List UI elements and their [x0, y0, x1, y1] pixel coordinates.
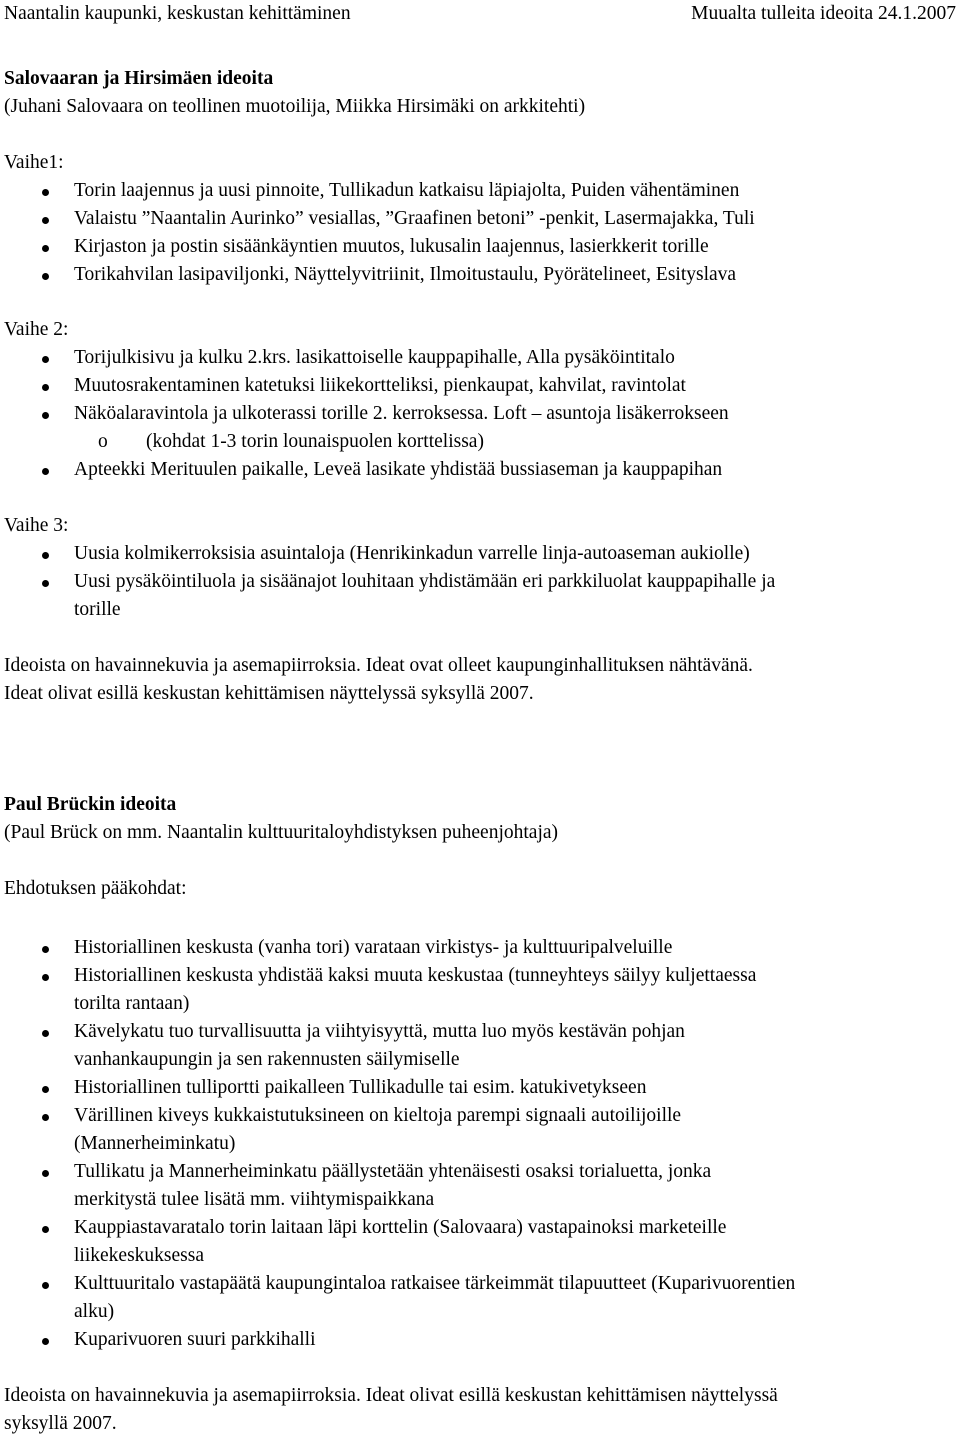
list-item-continuation: torille	[74, 599, 121, 620]
bullet-icon	[42, 1338, 49, 1345]
bullet-icon	[42, 1086, 49, 1093]
bullet-icon	[42, 1114, 49, 1121]
list-item: Tullikatu ja Mannerheiminkatu päällystetään yhtenäisesti osaksi torialuetta, jonka	[74, 1161, 712, 1182]
section2-note-line2: syksyllä 2007.	[4, 1413, 117, 1434]
section2-title: Paul Brückin ideoita	[4, 794, 177, 815]
section1-note-line2: Ideat olivat esillä keskustan kehittämisen näyttelyssä syksyllä 2007.	[4, 683, 534, 704]
section1-title: Salovaaran ja Hirsimäen ideoita	[4, 68, 274, 89]
section2-lead: Ehdotuksen pääkohdat:	[4, 878, 187, 899]
bullet-icon	[42, 273, 49, 280]
sub-bullet-icon: o	[98, 431, 108, 452]
bullet-icon	[42, 974, 49, 981]
phase2-label: Vaihe 2:	[4, 319, 69, 340]
list-item-continuation: vanhankaupungin ja sen rakennusten säilymiselle	[74, 1049, 460, 1070]
bullet-icon	[42, 384, 49, 391]
list-item: Valaistu ”Naantalin Aurinko” vesiallas, ”Graafinen betoni” -penkit, Lasermajakka, Tuli	[74, 208, 755, 229]
list-item: Kävelykatu tuo turvallisuutta ja viihtyisyyttä, mutta luo myös kestävän pohjan	[74, 1021, 685, 1042]
header-right: Muualta tulleita ideoita 24.1.2007	[691, 3, 956, 24]
bullet-icon	[42, 412, 49, 419]
phase1-label: Vaihe1:	[4, 152, 64, 173]
bullet-icon	[42, 552, 49, 559]
phase3-label: Vaihe 3:	[4, 515, 69, 536]
bullet-icon	[42, 946, 49, 953]
list-item: Torin laajennus ja uusi pinnoite, Tullikadun katkaisu läpiajolta, Puiden vähentäminen	[74, 180, 740, 201]
section2-note-line1: Ideoista on havainnekuvia ja asemapiirroksia. Ideat olivat esillä keskustan kehittämisen näyttelyssä	[4, 1385, 778, 1406]
bullet-icon	[42, 356, 49, 363]
bullet-icon	[42, 1030, 49, 1037]
list-item: Historiallinen tulliportti paikalleen Tullikadulle tai esim. katukivetykseen	[74, 1077, 647, 1098]
list-item: Näköalaravintola ja ulkoterassi torille 2. kerroksessa. Loft – asuntoja lisäkerrokseen	[74, 403, 729, 424]
list-item: Historiallinen keskusta (vanha tori) varataan virkistys- ja kulttuuripalveluille	[74, 937, 673, 958]
list-item-continuation: merkitystä tulee lisätä mm. viihtymispaikkana	[74, 1189, 435, 1210]
header-left: Naantalin kaupunki, keskustan kehittäminen	[4, 3, 351, 24]
sub-list-item: (kohdat 1-3 torin lounaispuolen korttelissa)	[146, 431, 484, 452]
bullet-icon	[42, 245, 49, 252]
section2-subtitle: (Paul Brück on mm. Naantalin kulttuuritaloyhdistyksen puheenjohtaja)	[4, 822, 559, 843]
bullet-icon	[42, 1170, 49, 1177]
bullet-icon	[42, 468, 49, 475]
list-item: Värillinen kiveys kukkaistutuksineen on kieltoja parempi signaali autoilijoille	[74, 1105, 682, 1126]
list-item: Kauppiastavaratalo torin laitaan läpi korttelin (Salovaara) vastapainoksi marketeille	[74, 1217, 727, 1238]
bullet-icon	[42, 189, 49, 196]
list-item-continuation: torilta rantaan)	[74, 993, 190, 1014]
bullet-icon	[42, 1282, 49, 1289]
list-item: Kirjaston ja postin sisäänkäyntien muutos, lukusalin laajennus, lasierkkerit torille	[74, 236, 709, 257]
list-item: Uusi pysäköintiluola ja sisäänajot louhitaan yhdistämään eri parkkiluolat kauppapihalle ja	[74, 571, 776, 592]
section1-subtitle: (Juhani Salovaara on teollinen muotoilija, Miikka Hirsimäki on arkkitehti)	[4, 96, 586, 117]
list-item: Kulttuuritalo vastapäätä kaupungintaloa ratkaisee tärkeimmät tilapuutteet (Kuparivuorentien	[74, 1273, 796, 1294]
bullet-icon	[42, 217, 49, 224]
list-item: Torikahvilan lasipaviljonki, Näyttelyvitriinit, Ilmoitustaulu, Pyörätelineet, Esityslava	[74, 264, 737, 285]
list-item: Historiallinen keskusta yhdistää kaksi muuta keskustaa (tunneyhteys säilyy kuljettaessa	[74, 965, 757, 986]
list-item: Kuparivuoren suuri parkkihalli	[74, 1329, 316, 1350]
list-item-continuation: liikekeskuksessa	[74, 1245, 204, 1266]
list-item: Apteekki Merituulen paikalle, Leveä lasikate yhdistää bussiaseman ja kauppapihan	[74, 459, 723, 480]
bullet-icon	[42, 580, 49, 587]
section1-note-line1: Ideoista on havainnekuvia ja asemapiirroksia. Ideat ovat olleet kaupunginhallituksen nähtävänä.	[4, 655, 753, 676]
bullet-icon	[42, 1226, 49, 1233]
list-item: Torijulkisivu ja kulku 2.krs. lasikattoiselle kauppapihalle, Alla pysäköintitalo	[74, 347, 675, 368]
list-item: Muutosrakentaminen katetuksi liikekortteliksi, pienkaupat, kahvilat, ravintolat	[74, 375, 686, 396]
list-item: Uusia kolmikerroksisia asuintaloja (Henrikinkadun varrelle linja-autoaseman aukiolle)	[74, 543, 750, 564]
list-item-continuation: alku)	[74, 1301, 115, 1322]
list-item-continuation: (Mannerheiminkatu)	[74, 1133, 236, 1154]
